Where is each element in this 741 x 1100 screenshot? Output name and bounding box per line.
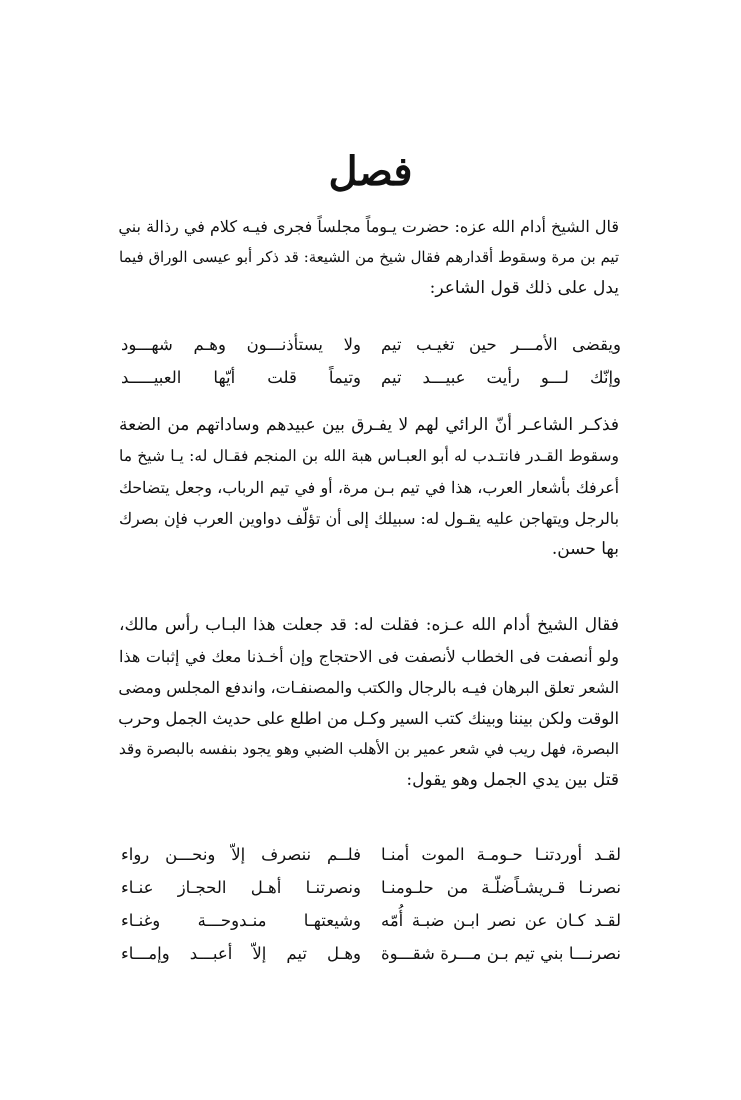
paragraph-line: الشعر تعلق البرهان فيـه بالرجال والكتب والمصنفـات، واندفع المجلس ومضى — [118, 678, 619, 697]
verse-first-hemistich: ويقضى الأمـــر حين تغيـب تيم — [381, 335, 621, 354]
verse-second-hemistich: وشيعتهـا منـدوحـــة وغنـاء — [121, 911, 361, 930]
verse-first-hemistich: وإنّك لـــو رأيت عبيـــد تيم — [381, 368, 621, 387]
paragraph-line: قتل بين يدي الجمل وهو يقول: — [406, 770, 619, 790]
verse-first-hemistich: نصرنـــا بني تيم بـن مـــرة شقـــوة — [381, 944, 621, 963]
paragraph-line: البصرة، فهل ريب في شعر عمير بن الأهلب الضبي وهو يجود بنفسه بالبصرة وقد — [118, 740, 619, 758]
section-heading: فصل — [328, 148, 413, 195]
verse-second-hemistich: ولا يستأذنـــون وهـم شهـــود — [121, 335, 361, 354]
verse-block-1 — [121, 328, 621, 394]
verse-line — [121, 838, 621, 871]
verse-second-hemistich: ونصرتنـا أهـل الحجـاز عنـاء — [121, 878, 361, 897]
paragraph-line: ولو أنصفت فى الخطاب لأنصفت فى الاحتجاج وإن أخـذنا معك في إثبات هذا — [119, 647, 619, 666]
paragraph-line: قال الشيخ أدام الله عزه: حضرت يـوماً مجلساً فجرى فيـه كلام في رذالة بني — [118, 217, 619, 236]
verse-second-hemistich: وتيماً قلت أيّها العبيـــــد — [121, 368, 361, 387]
paragraph-line: بالرجل ويتهاجن عليه يقـول له: سبيلك إلى أن تؤلّف دواوين العرب فإن بصرك — [119, 509, 619, 528]
paragraph-line: الوقت ولكن بيننا وبينك كتب السير وكـل من اطلع على حديث الجمل وحرب — [118, 709, 619, 728]
verse-line — [121, 328, 621, 361]
paragraph-line: فقال الشيخ أدام الله عـزه: فقلت له: قد جعلت هذا البـاب رأس مالك، — [119, 615, 619, 635]
verse-first-hemistich: لقـد أوردتنـا حـومـة الموت أمنـا — [381, 845, 621, 864]
verse-line — [121, 937, 621, 970]
verse-line — [121, 361, 621, 394]
verse-first-hemistich: نصرنـا قـريشـاًضلّـة من حلـومنـا — [381, 878, 621, 897]
paragraph-2 — [119, 410, 619, 565]
paragraph-line: أعرفك بأشعار العرب، هذا في تيم بـن مرة، أو في تيم الرباب، وجعل يتضاحك — [119, 478, 619, 497]
paragraph-line: وسقوط القـدر فانتـدب له أبو العبـاس هبة الله بن المنجم فقـال له: يـا شيخ ما — [119, 447, 619, 465]
verse-line — [121, 904, 621, 937]
verse-line — [121, 871, 621, 904]
paragraph-1 — [119, 211, 619, 304]
paragraph-line: تيم بن مرة وسقوط أقدارهم فقال شيخ من الشيعة: قد ذكر أبو عيسى الوراق فيما — [119, 249, 619, 266]
paragraph-line: يدل على ذلك قول الشاعر: — [429, 278, 619, 298]
verse-first-hemistich: لقـد كـان عن نصر ابـن ضبـة أُمّه — [381, 911, 621, 930]
paragraph-3 — [119, 610, 619, 796]
verse-block-2 — [121, 838, 621, 970]
paragraph-line: بها حسن. — [551, 539, 619, 559]
verse-second-hemistich: وهـل تيم إلاّ أعبـــد وإمـــاء — [121, 944, 361, 963]
paragraph-line: فذكـر الشاعـر أنّ الرائي لهم لا يفـرق بين عبيدهم وساداتهم من الضعة — [119, 415, 619, 435]
verse-second-hemistich: فلــم ننصرف إلاّ ونحـــن رواء — [121, 845, 361, 864]
